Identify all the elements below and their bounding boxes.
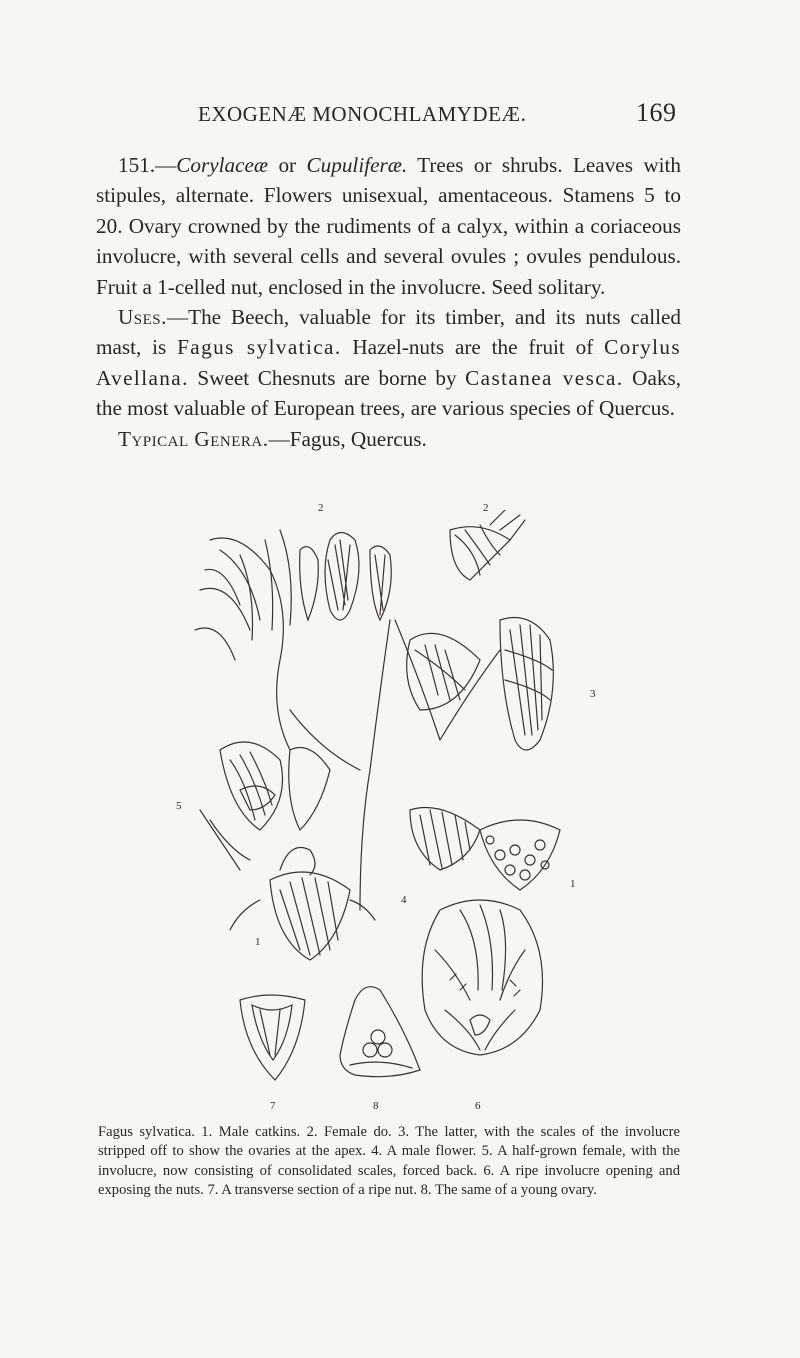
botanical-illustration [176, 502, 610, 1120]
species-fagus: Fagus sylvatica. [177, 335, 342, 360]
alt-family-name: Cupuliferæ. [306, 153, 408, 177]
fig8-section [340, 987, 420, 1077]
leaves [407, 633, 480, 710]
species-castanea: Castanea vesca. [465, 365, 624, 390]
or-word: or [268, 153, 307, 177]
body-text [96, 150, 681, 454]
section-dash: — [155, 153, 177, 177]
fig6-ripe-involucre [422, 900, 542, 1055]
page-number: 169 [636, 98, 677, 127]
uses-text-3: Sweet Chesnuts are borne by [188, 365, 466, 390]
typical-genera-label: Typical Genera. [118, 426, 269, 451]
family-description: Trees or shrubs. Leaves with stipules, alternate. Flowers unisexual, amentaceous. Stamens 5 to 20. Ovary crowned by the rudiments of a calyx, within a coriaceous involucre, with several cells and several ovules ; ovules pendulous. Fruit a 1-celled nut, enclosed in the involucre. Seed solitary. [96, 153, 682, 299]
fig-label-1a: 1 [570, 878, 576, 890]
fagus-engraving [180, 510, 610, 1120]
central-catkins [300, 533, 392, 621]
section-number: 151. [118, 153, 156, 177]
uses-paragraph [96, 302, 681, 424]
uses-text-2: Hazel-nuts are the fruit of [341, 335, 605, 360]
section-151-paragraph [96, 150, 681, 302]
left-catkins [195, 530, 291, 660]
fig-label-7: 7 [270, 1100, 276, 1112]
stems [277, 620, 500, 910]
right-tufts [450, 510, 553, 750]
fig-label-3: 3 [590, 688, 596, 700]
species-corylus: Corylus Avellana. [96, 335, 682, 390]
fig-label-6: 6 [475, 1100, 481, 1112]
typical-genera-paragraph [96, 424, 681, 454]
fig-label-2b: 2 [483, 502, 489, 514]
fig-label-8: 8 [373, 1100, 379, 1112]
uses-label: Uses. [118, 305, 167, 330]
fig-label-1b: 1 [255, 936, 261, 948]
running-title: EXOGENÆ MONOCHLAMYDEÆ. [198, 102, 527, 126]
figure-caption: Fagus sylvatica. 1. Male catkins. 2. Female do. 3. The latter, with the scales of the involucre stripped off to show the ovaries at the apex. 4. A male flower. 5. A half-grown female, with the involucre, now consisting of consolidated scales, forced back. 6. A ripe involucre opening and exposing the nuts. 7. A transverse section of a ripe nut. 8. The same of a young ovary. [98, 1124, 680, 1199]
fig7-section [240, 995, 305, 1080]
family-name: Corylaceæ [176, 153, 269, 177]
fig-label-2a: 2 [318, 502, 324, 514]
fig-label-5: 5 [176, 800, 182, 812]
fig1-male-catkin [230, 848, 375, 961]
typical-genera-text: —Fagus, Quercus. [268, 426, 427, 451]
fig-label-4: 4 [401, 894, 407, 906]
uses-text-1: —The Beech, valuable for its timber, and its nuts called mast, is [96, 305, 681, 360]
uses-text-4: Oaks, the most valuable of European trees, are various species of [96, 365, 681, 421]
species-quercus: Quercus. [599, 396, 675, 421]
fig4-male-flower [410, 808, 560, 891]
